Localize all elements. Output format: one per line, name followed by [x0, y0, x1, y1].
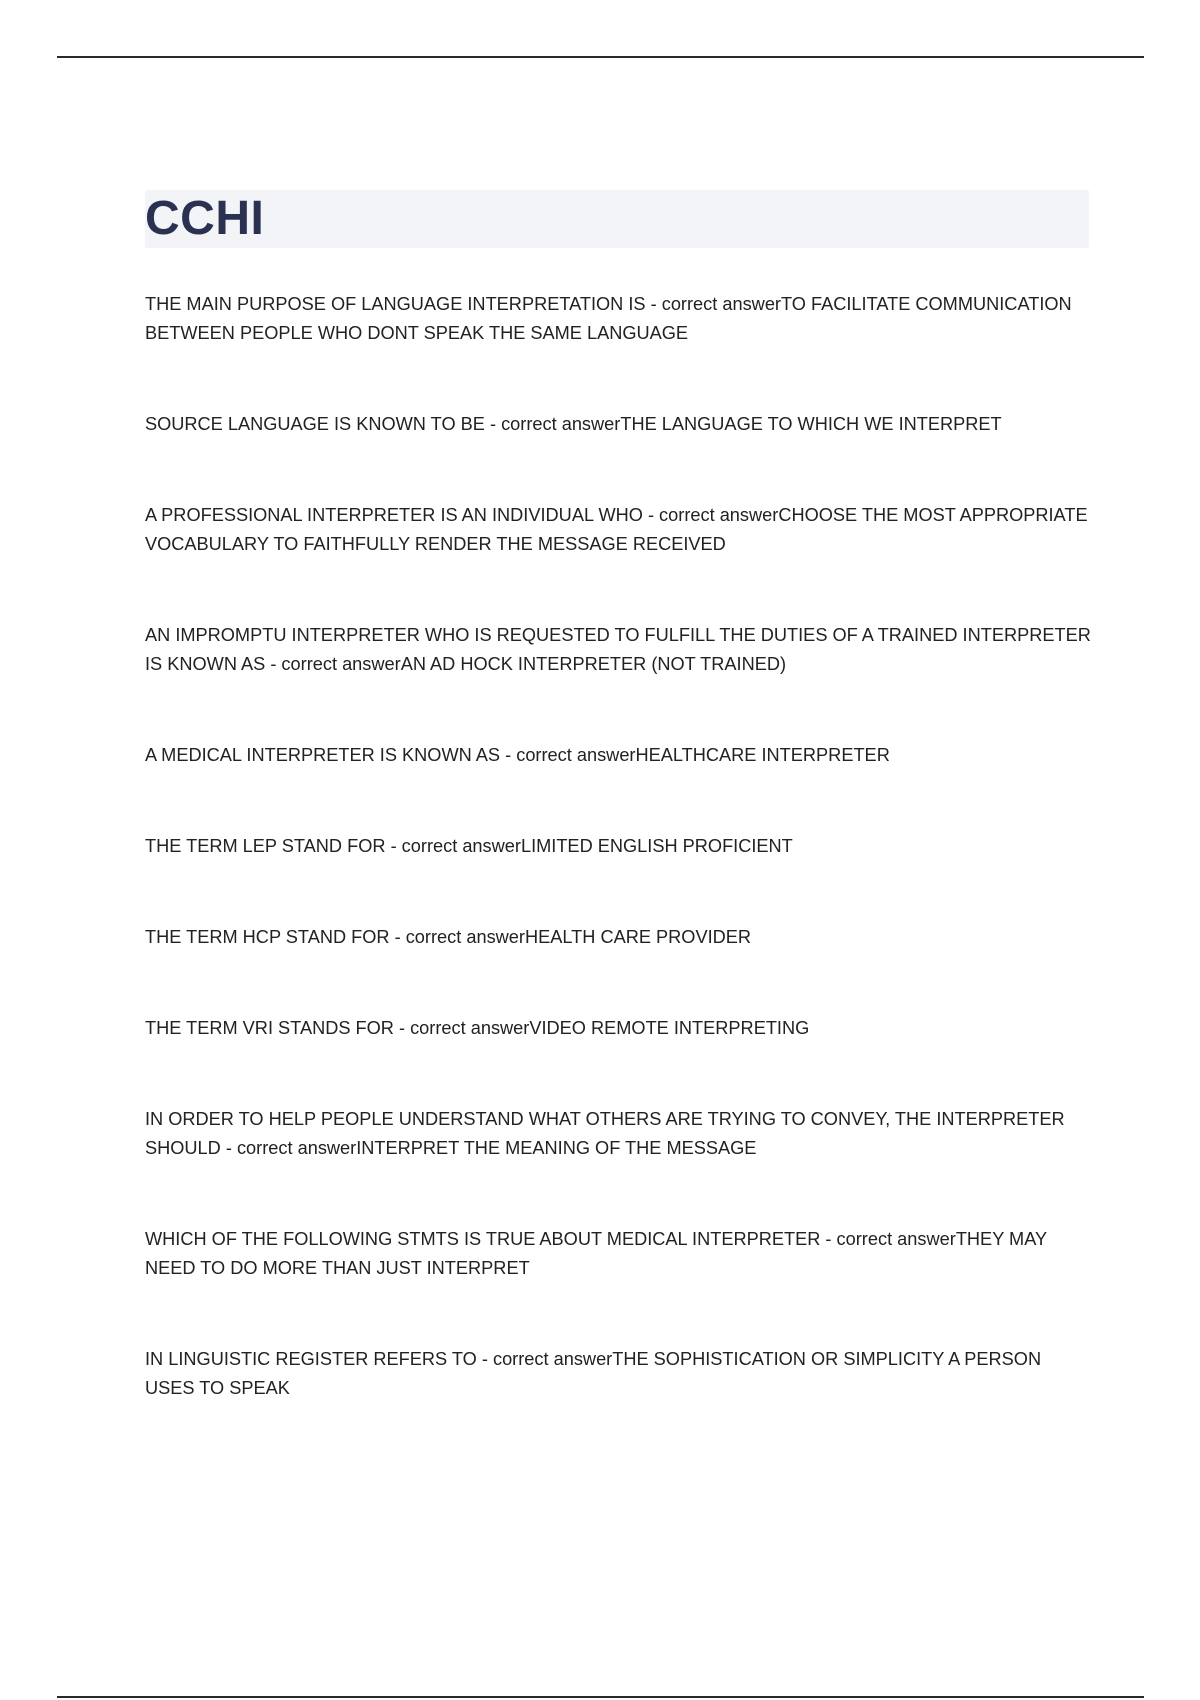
answer-separator: - correct answer [500, 745, 636, 765]
answer-text: THEY MAY NEED TO DO MORE THAN JUST INTERPRET [145, 1229, 1047, 1278]
qa-item [145, 1014, 1095, 1043]
question-text: WHICH OF THE FOLLOWING STMTS IS TRUE ABOUT MEDICAL INTERPRETER [145, 1229, 821, 1249]
bottom-rule [57, 1696, 1144, 1698]
question-text: IN LINGUISTIC REGISTER REFERS TO [145, 1349, 477, 1369]
answer-text: VIDEO REMOTE INTERPRETING [529, 1018, 810, 1038]
answer-separator: - correct answer [389, 927, 525, 947]
qa-item [145, 290, 1095, 348]
top-rule [57, 56, 1144, 58]
qa-item [145, 741, 1095, 770]
question-text: THE TERM HCP STAND FOR [145, 927, 390, 947]
answer-separator: - correct answer [645, 294, 781, 314]
question-text: SOURCE LANGUAGE IS KNOWN TO BE [145, 414, 485, 434]
answer-text: HEALTHCARE INTERPRETER [635, 745, 890, 765]
qa-item [145, 923, 1095, 952]
answer-text: TO FACILITATE COMMUNICATION BETWEEN PEOPLE WHO DONT SPEAK THE SAME LANGUAGE [145, 294, 1072, 343]
question-text: A PROFESSIONAL INTERPRETER IS AN INDIVIDUAL WHO [145, 505, 643, 525]
answer-separator: - correct answer [385, 836, 521, 856]
answer-text: CHOOSE THE MOST APPROPRIATE VOCABULARY TO FAITHFULLY RENDER THE MESSAGE RECEIVED [145, 505, 1088, 554]
question-text: THE MAIN PURPOSE OF LANGUAGE INTERPRETATION IS [145, 294, 646, 314]
qa-item [145, 1105, 1095, 1163]
answer-text: THE SOPHISTICATION OR SIMPLICITY A PERSON USES TO SPEAK [145, 1349, 1042, 1398]
question-text: THE TERM LEP STAND FOR [145, 836, 386, 856]
question-text: IN ORDER TO HELP PEOPLE UNDERSTAND WHAT OTHERS ARE TRYING TO CONVEY, THE INTERPRETER SHOULD [145, 1109, 1065, 1158]
answer-text: LIMITED ENGLISH PROFICIENT [520, 836, 793, 856]
answer-text: AN AD HOCK INTERPRETER (NOT TRAINED) [400, 654, 787, 674]
question-text: A MEDICAL INTERPRETER IS KNOWN AS [145, 745, 501, 765]
qa-item [145, 621, 1095, 679]
answer-text: HEALTH CARE PROVIDER [524, 927, 752, 947]
answer-separator: - correct answer [265, 654, 401, 674]
document-title: CCHI [145, 192, 265, 245]
qa-item [145, 410, 1095, 439]
answer-separator: - correct answer [484, 414, 621, 434]
answer-separator: - correct answer [820, 1229, 956, 1249]
title-band [145, 190, 1089, 248]
question-text: AN IMPROMPTU INTERPRETER WHO IS REQUESTED TO FULFILL THE DUTIES OF A TRAINED INTERPRETER IS KNOWN AS [145, 625, 1091, 674]
answer-separator: - correct answer [642, 505, 779, 525]
answer-text: INTERPRET THE MEANING OF THE MESSAGE [356, 1138, 757, 1158]
qa-item [145, 832, 1095, 861]
question-text: THE TERM VRI STANDS FOR [145, 1018, 394, 1038]
qa-item [145, 501, 1095, 559]
answer-text: THE LANGUAGE TO WHICH WE INTERPRET [620, 414, 1002, 434]
answer-separator: - correct answer [476, 1349, 613, 1369]
answer-separator: - correct answer [393, 1018, 530, 1038]
qa-list [145, 290, 1095, 1465]
qa-item [145, 1225, 1095, 1283]
answer-separator: - correct answer [220, 1138, 357, 1158]
qa-item [145, 1345, 1095, 1403]
